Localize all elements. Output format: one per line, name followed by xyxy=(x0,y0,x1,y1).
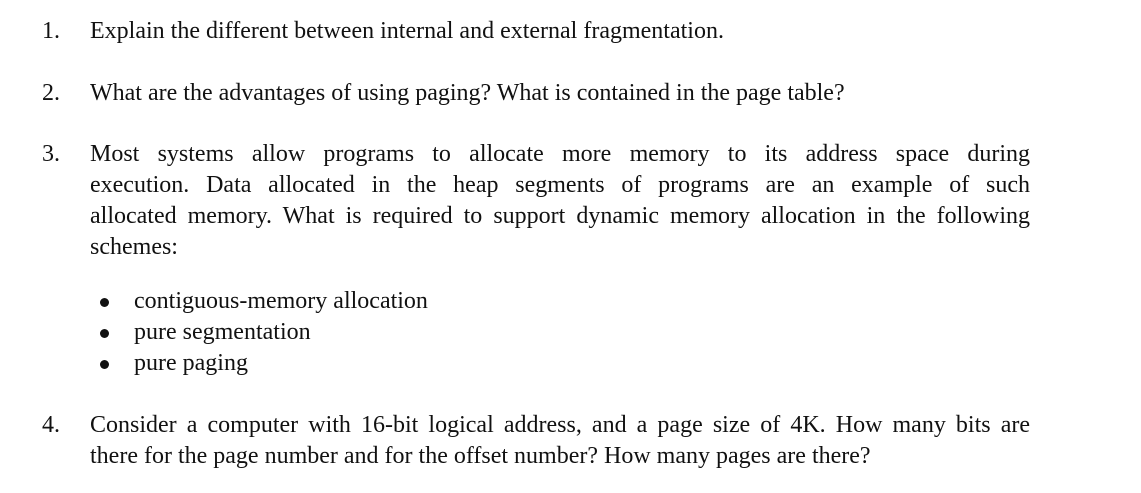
question-3-text xyxy=(90,139,1030,263)
bullet-item-text: pure segmentation xyxy=(134,319,311,345)
question-3-line-3: allocated memory. What is required to support dynamic memory allocation in the following xyxy=(90,203,1030,229)
question-1-text: Explain the different between internal and external fragmentation. xyxy=(90,18,724,44)
question-3-line-1: Most systems allow programs to allocate more memory to its address space during xyxy=(90,141,1030,167)
bullet-item-text: contiguous-memory allocation xyxy=(134,288,428,314)
question-1-number: 1. xyxy=(42,18,60,44)
question-3-bullet-list xyxy=(96,286,428,379)
bullet-item xyxy=(96,348,428,379)
question-4-text xyxy=(90,410,1030,472)
question-3-number: 3. xyxy=(42,141,60,167)
bullet-item xyxy=(96,286,428,317)
question-2-text: What are the advantages of using paging? What is contained in the page table? xyxy=(90,80,845,106)
bullet-dot-icon xyxy=(100,360,109,369)
question-4-number: 4. xyxy=(42,412,60,438)
bullet-dot-icon xyxy=(100,298,109,307)
question-2-number: 2. xyxy=(42,80,60,106)
question-4-line-1: Consider a computer with 16-bit logical address, and a page size of 4K. How many bits are xyxy=(90,412,1030,438)
bullet-item xyxy=(96,317,428,348)
question-3-line-2: execution. Data allocated in the heap segments of programs are an example of such xyxy=(90,172,1030,198)
bullet-dot-icon xyxy=(100,329,109,338)
question-4-line-2: there for the page number and for the offset number? How many pages are there? xyxy=(90,443,871,469)
question-3-line-4: schemes: xyxy=(90,234,178,260)
bullet-item-text: pure paging xyxy=(134,350,248,376)
